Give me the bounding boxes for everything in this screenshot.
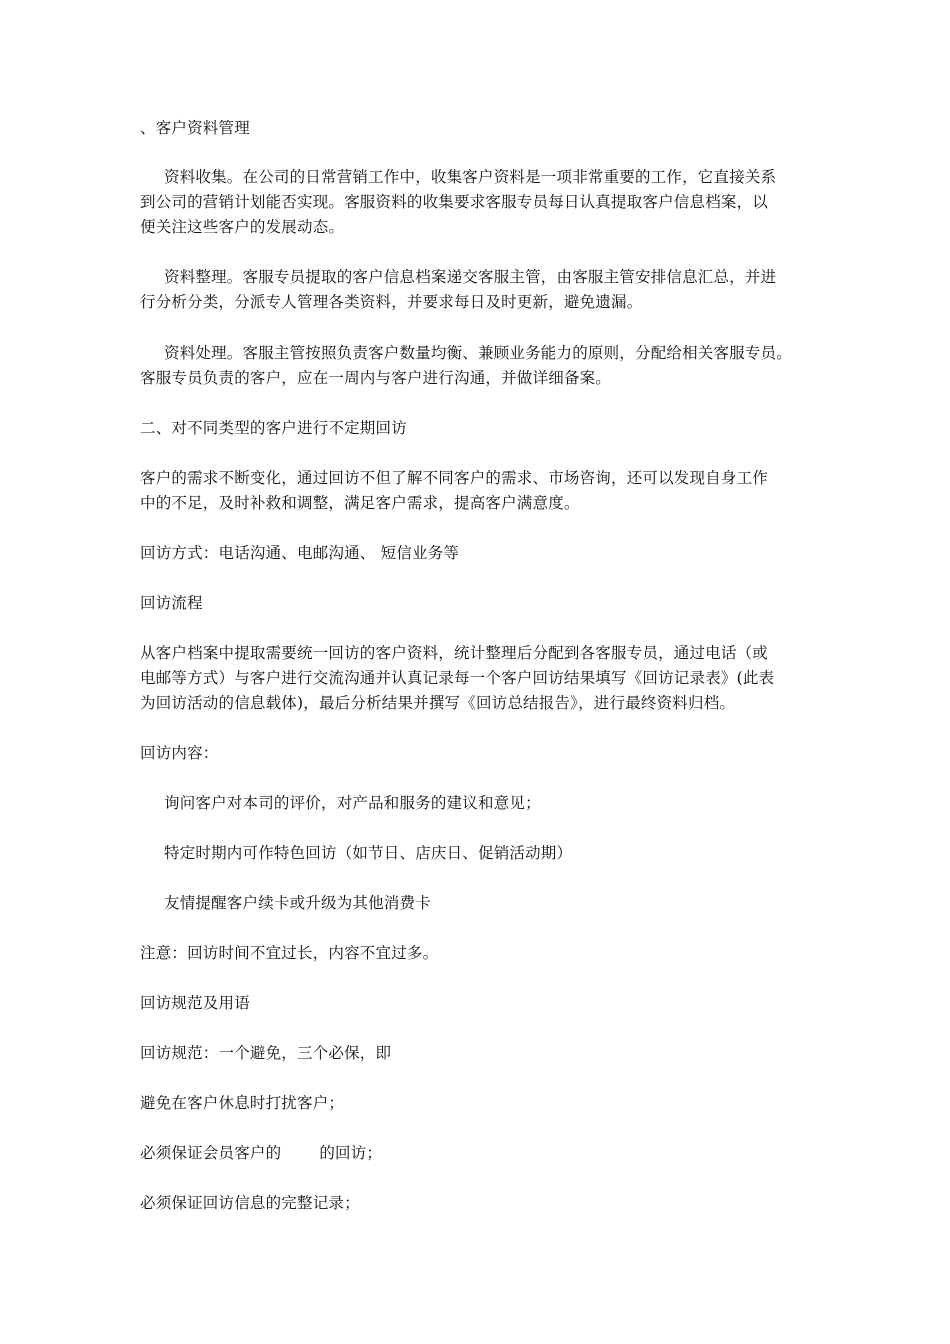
paragraph-revisit-content-title: 回访内容： [140, 744, 219, 762]
ensure-revisit-part-2: 的回访； [319, 1144, 383, 1162]
paragraph-ensure-record: 必须保证回访信息的完整记录； [140, 1194, 360, 1212]
paragraph-needs-line-2: 中的不足，及时补救和调整，满足客户需求，提高客户满意度。 [140, 494, 580, 512]
paragraph-process-line-1: 从客户档案中提取需要统一回访的客户资料，统计整理后分配到各客服专员，通过电话（或 [140, 644, 769, 662]
list-item-renewal-reminder: 友情提醒客户续卡或升级为其他消费卡 [164, 894, 431, 912]
paragraph-data-collection-line-1: 资料收集。在公司的日常营销工作中，收集客户资料是一项非常重要的工作，它直接关系 [164, 168, 777, 186]
paragraph-data-process-line-1: 资料处理。客服主管按照负责客户数量均衡、兼顾业务能力的原则，分配给相关客服专员。 [164, 344, 793, 362]
section-heading-customer-data: 、客户资料管理 [140, 119, 250, 137]
paragraph-data-organize-line-2: 行分析分类，分派专人管理各类资料，并要求每日及时更新，避免遗漏。 [140, 293, 643, 311]
paragraph-avoid-disturb: 避免在客户休息时打扰客户； [140, 1094, 345, 1112]
paragraph-ensure-revisit [140, 1141, 820, 1166]
list-item-ask-evaluation: 询问客户对本司的评价，对产品和服务的建议和意见； [164, 794, 541, 812]
paragraph-data-process-line-2: 客服专员负责的客户，应在一周内与客户进行沟通，并做详细备案。 [140, 369, 612, 387]
paragraph-data-collection-line-2: 到公司的营销计划能否实现。客服资料的收集要求客服专员每日认真提取客户信息档案，以 [140, 193, 769, 211]
paragraph-needs-line-1: 客户的需求不断变化，通过回访不但了解不同客户的需求、市场咨询，还可以发现自身工作 [140, 469, 769, 487]
paragraph-note: 注意：回访时间不宜过长，内容不宜过多。 [140, 944, 439, 962]
section-heading-revisit: 二、对不同类型的客户进行不定期回访 [140, 419, 407, 437]
paragraph-standards-title: 回访规范及用语 [140, 994, 250, 1012]
paragraph-process-line-2: 电邮等方式）与客户进行交流沟通并认真记录每一个客户回访结果填写《回访记录表》(此表 [140, 669, 775, 687]
paragraph-standards-intro: 回访规范：一个避免，三个必保，即 [140, 1044, 392, 1062]
list-item-special-revisit: 特定时期内可作特色回访（如节日、店庆日、促销活动期） [164, 844, 573, 862]
ensure-revisit-part-1: 必须保证会员客户的 [140, 1144, 282, 1162]
paragraph-process-line-3: 为回访活动的信息载体)，最后分析结果并撰写《回访总结报告》，进行最终资料归档。 [140, 694, 736, 712]
paragraph-revisit-process-title: 回访流程 [140, 594, 203, 612]
paragraph-data-organize-line-1: 资料整理。客服专员提取的客户信息档案递交客服主管，由客服主管安排信息汇总，并进 [164, 268, 777, 286]
paragraph-data-collection-line-3: 便关注这些客户的发展动态。 [140, 218, 345, 236]
paragraph-revisit-methods: 回访方式：电话沟通、电邮沟通、 短信业务等 [140, 544, 460, 562]
